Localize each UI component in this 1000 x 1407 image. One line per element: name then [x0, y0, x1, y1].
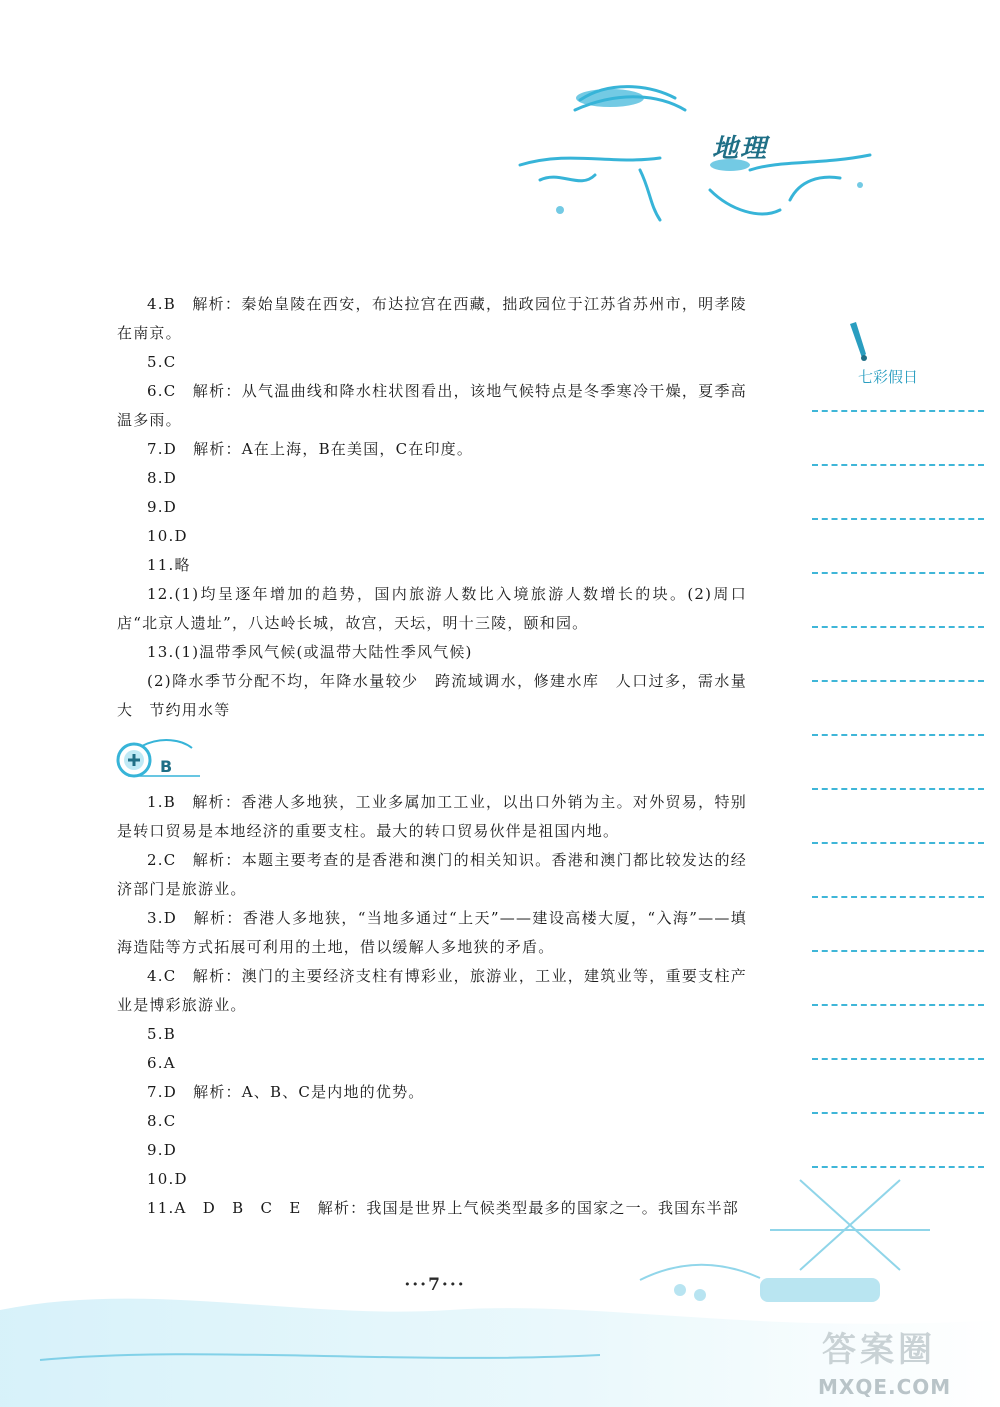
- section-b-badge-icon: [112, 736, 202, 782]
- answer-item: 7.D 解析：A在上海，B在美国，C在印度。: [147, 440, 474, 458]
- note-line: [812, 518, 984, 520]
- note-line: [812, 464, 984, 466]
- answer-item: 5.C: [147, 353, 177, 371]
- answer-item: 10.D: [147, 527, 188, 545]
- note-line: [812, 950, 984, 952]
- answer-item: (2)降水季节分配不均，年降水量较少 跨流域调水，修建水库 人口过多，需水量大 节约用水等: [117, 672, 747, 719]
- note-line: [812, 734, 984, 736]
- answer-item: 4.B 解析：秦始皇陵在西安，布达拉宫在西藏，拙政园位于江苏省苏州市，明孝陵在南京。: [117, 295, 747, 342]
- note-line: [812, 626, 984, 628]
- subject-title: 地理: [712, 134, 769, 164]
- answer-item: 10.D: [147, 1170, 188, 1188]
- answer-item: 1.B 解析：香港人多地狭，工业多属加工工业，以出口外销为主。对外贸易，特别是转口贸易是本地经济的重要支柱。最大的转口贸易伙伴是祖国内地。: [117, 793, 747, 840]
- answer-item: 11.A D B C E 解析：我国是世界上气候类型最多的国家之一。我国东半部: [147, 1199, 739, 1217]
- answer-item: 13.(1)温带季风气候(或温带大陆性季风气候): [147, 643, 473, 661]
- answer-item: 9.D: [147, 1141, 177, 1159]
- watermark-text: MXQE.COM: [818, 1375, 952, 1399]
- note-line: [812, 842, 984, 844]
- answer-item: 9.D: [147, 498, 177, 516]
- note-line: [812, 410, 984, 412]
- answer-item: 7.D 解析：A、B、C是内地的优势。: [147, 1083, 425, 1101]
- note-line: [812, 1004, 984, 1006]
- answer-item: 6.C 解析：从气温曲线和降水柱状图看出，该地气候特点是冬季寒冷干燥，夏季高温多雨。: [117, 382, 747, 429]
- answer-item: 11.略: [147, 556, 191, 574]
- answer-item: 3.D 解析：香港人多地狭，“当地多通过“上天”——建设高楼大厦，“入海”——填海造陆等方式拓展可利用的土地，借以缓解人多地狭的矛盾。: [117, 909, 747, 956]
- answer-item: 8.D: [147, 469, 177, 487]
- note-line: [812, 788, 984, 790]
- answer-item: 4.C 解析：澳门的主要经济支柱有博彩业，旅游业，工业，建筑业等，重要支柱产业是博彩旅游业。: [117, 967, 747, 1014]
- answer-item: 12.(1)均呈逐年增加的趋势，国内旅游人数比入境旅游人数增长的块。(2)周口店“北京人遗址”，八达岭长城，故宫，天坛，明十三陵，颐和园。: [117, 585, 747, 632]
- note-line: [812, 896, 984, 898]
- answer-item: 5.B: [147, 1025, 176, 1043]
- watermark-seal: 答案圈: [822, 1330, 936, 1370]
- brand-label: 七彩假日: [858, 368, 919, 386]
- answer-item: 2.C 解析：本题主要考查的是香港和澳门的相关知识。香港和澳门都比较发达的经济部门是旅游业。: [117, 851, 747, 898]
- note-line: [812, 572, 984, 574]
- answer-item: 6.A: [147, 1054, 176, 1072]
- note-line: [812, 1112, 984, 1114]
- page-number: ···7···: [404, 1275, 466, 1295]
- note-line: [812, 680, 984, 682]
- note-line: [812, 1058, 984, 1060]
- answer-item: 8.C: [147, 1112, 177, 1130]
- section-b-label: B: [160, 757, 173, 776]
